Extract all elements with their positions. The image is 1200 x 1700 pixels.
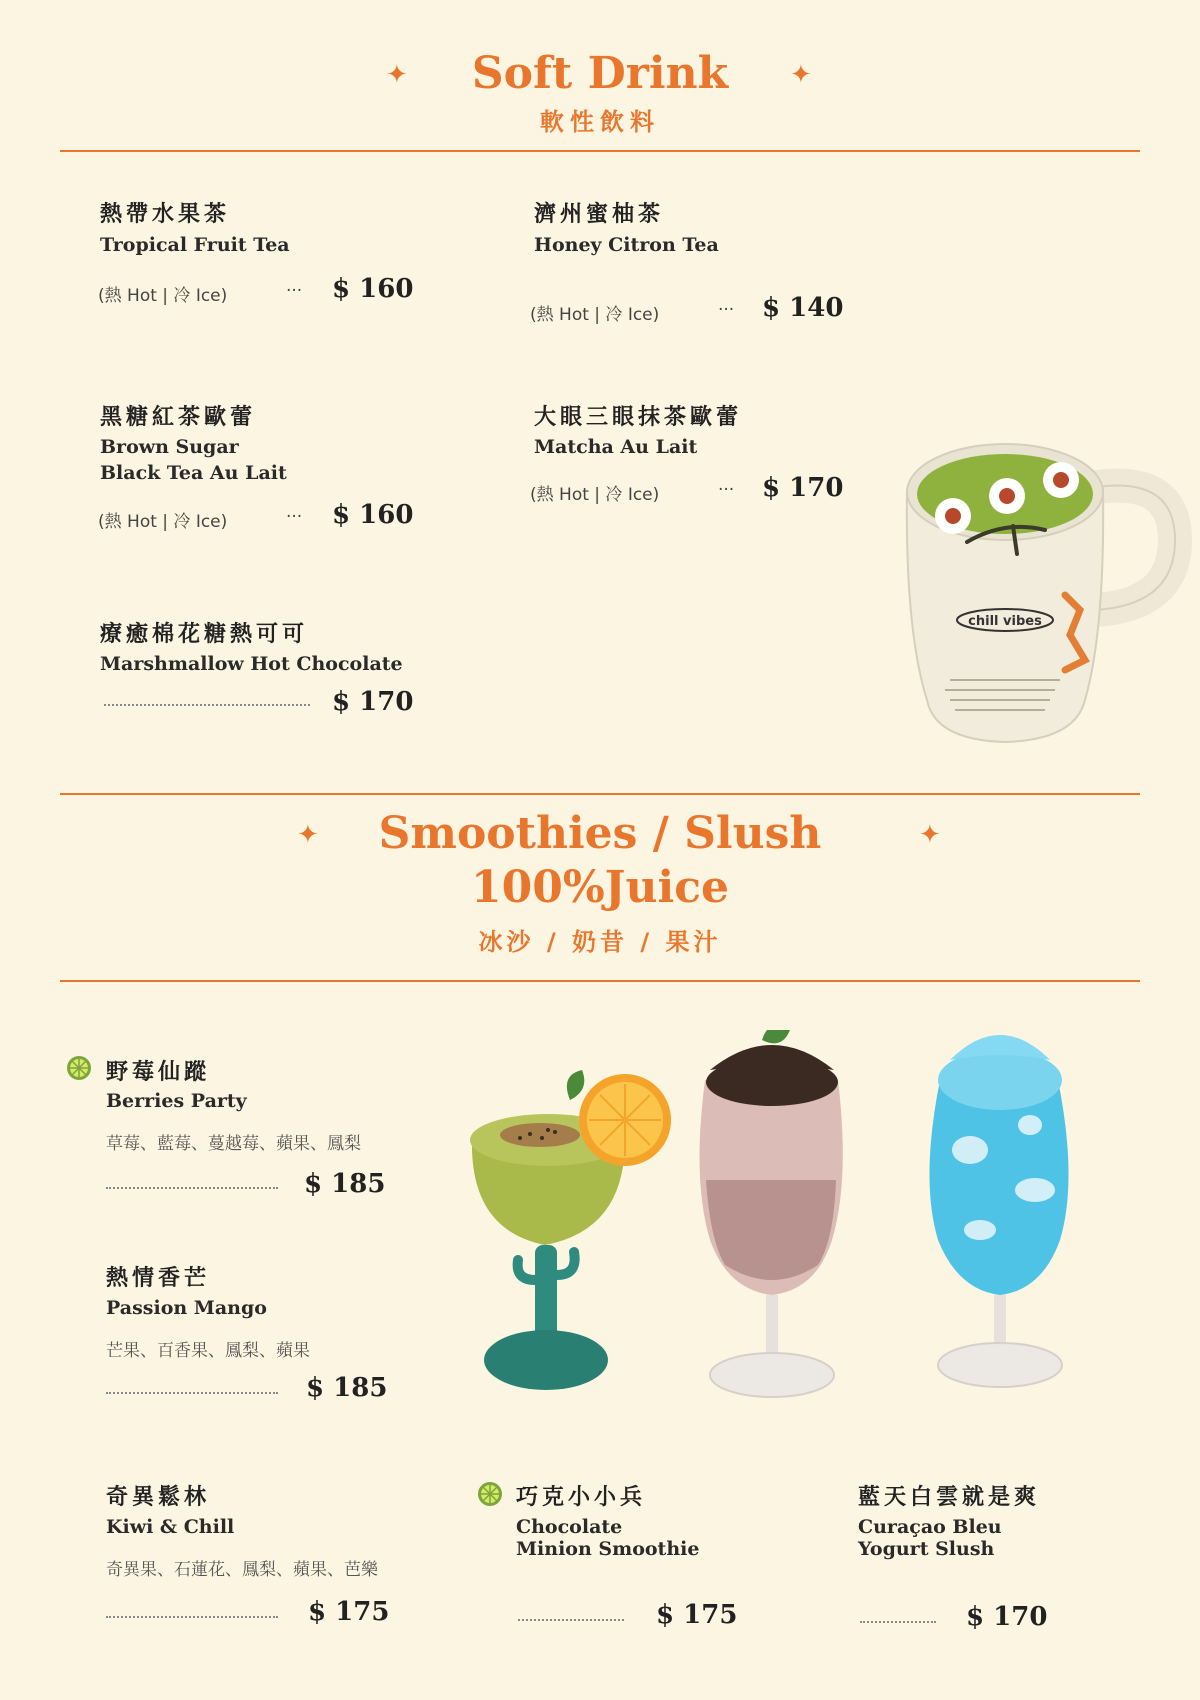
item-name-en: Curaçao Bleu [858, 1516, 1002, 1538]
price-leader [860, 1621, 936, 1623]
lime-icon [477, 1481, 503, 1507]
price-leader [106, 1392, 278, 1394]
item-name-zh: 野莓仙蹤 [106, 1060, 211, 1085]
item-name-en: Kiwi & Chill [106, 1516, 235, 1538]
divider [60, 150, 1140, 152]
item-price: $ 170 [966, 1602, 1048, 1632]
item-name-zh: 黑糖紅茶歐蕾 [100, 405, 257, 430]
section-title-soft-drink: Soft Drink [471, 48, 729, 99]
item-name-en: Brown Sugar [100, 436, 239, 458]
item-name-en: Marshmallow Hot Chocolate [100, 653, 403, 675]
item-name-en: Berries Party [106, 1090, 247, 1112]
item-name-en: Minion Smoothie [516, 1538, 700, 1560]
item-ingredients: 草莓、藍莓、蔓越莓、蘋果、鳳梨 [106, 1134, 361, 1154]
star-icon: ✦ [297, 820, 319, 850]
item-name-en: Tropical Fruit Tea [100, 234, 290, 256]
item-name-zh: 療癒棉花糖熱可可 [100, 622, 309, 647]
chocolate-smoothie-glass [700, 1030, 843, 1397]
price-leader: ··· [718, 300, 735, 320]
section-subtitle-smoothies: 冰沙 / 奶昔 / 果汁 [478, 928, 722, 956]
blue-slush-glass [929, 1035, 1068, 1387]
item-name-zh: 巧克小小兵 [516, 1485, 647, 1510]
price-leader [106, 1616, 278, 1618]
item-name-en: Honey Citron Tea [534, 234, 719, 256]
item-name-zh: 大眼三眼抹茶歐蕾 [534, 405, 743, 430]
item-price: $ 185 [304, 1169, 386, 1199]
section-subtitle-soft-drink: 軟性飲料 [540, 108, 660, 136]
mug-text: chill vibes [968, 614, 1042, 629]
section-title-juice: 100%Juice [471, 862, 729, 913]
item-options: (熱 Hot | 冷 Ice) [98, 512, 228, 532]
price-leader [106, 1187, 278, 1189]
price-leader: ··· [286, 507, 303, 527]
item-name-zh: 奇異鬆林 [106, 1485, 211, 1510]
item-ingredients: 奇異果、石蓮花、鳳梨、蘋果、芭樂 [106, 1560, 378, 1580]
lime-icon [66, 1055, 92, 1081]
item-price: $ 170 [332, 687, 414, 717]
item-name-zh: 熱情香芒 [106, 1266, 211, 1291]
item-name-en: Chocolate [516, 1516, 623, 1538]
item-name-en: Black Tea Au Lait [100, 462, 287, 484]
star-icon: ✦ [790, 60, 812, 90]
item-name-zh: 藍天白雲就是爽 [858, 1485, 1041, 1510]
item-name-zh: 濟州蜜柚茶 [534, 202, 665, 227]
price-leader [104, 704, 310, 706]
item-price: $ 175 [656, 1600, 738, 1630]
item-name-zh: 熱帶水果茶 [100, 202, 231, 227]
price-leader: ··· [286, 281, 303, 301]
item-options: (熱 Hot | 冷 Ice) [530, 305, 660, 325]
item-price: $ 140 [762, 293, 844, 323]
item-name-en: Yogurt Slush [858, 1538, 995, 1560]
star-icon: ✦ [919, 820, 941, 850]
matcha-mug-image [895, 430, 1195, 750]
item-name-en: Matcha Au Lait [534, 436, 698, 458]
item-price: $ 185 [306, 1373, 388, 1403]
divider [60, 793, 1140, 795]
star-icon: ✦ [386, 60, 408, 90]
item-price: $ 160 [332, 274, 414, 304]
price-leader: ··· [718, 480, 735, 500]
price-leader [518, 1619, 624, 1621]
divider [60, 980, 1140, 982]
item-options: (熱 Hot | 冷 Ice) [98, 286, 228, 306]
item-name-en: Passion Mango [106, 1297, 267, 1319]
berries-smoothie-glass [470, 1070, 671, 1390]
item-price: $ 170 [762, 473, 844, 503]
item-price: $ 160 [332, 500, 414, 530]
item-ingredients: 芒果、百香果、鳳梨、蘋果 [106, 1341, 310, 1361]
item-price: $ 175 [308, 1597, 390, 1627]
section-title-smoothies: Smoothies / Slush [378, 808, 822, 859]
smoothie-glasses-image [460, 1030, 1110, 1450]
item-options: (熱 Hot | 冷 Ice) [530, 485, 660, 505]
